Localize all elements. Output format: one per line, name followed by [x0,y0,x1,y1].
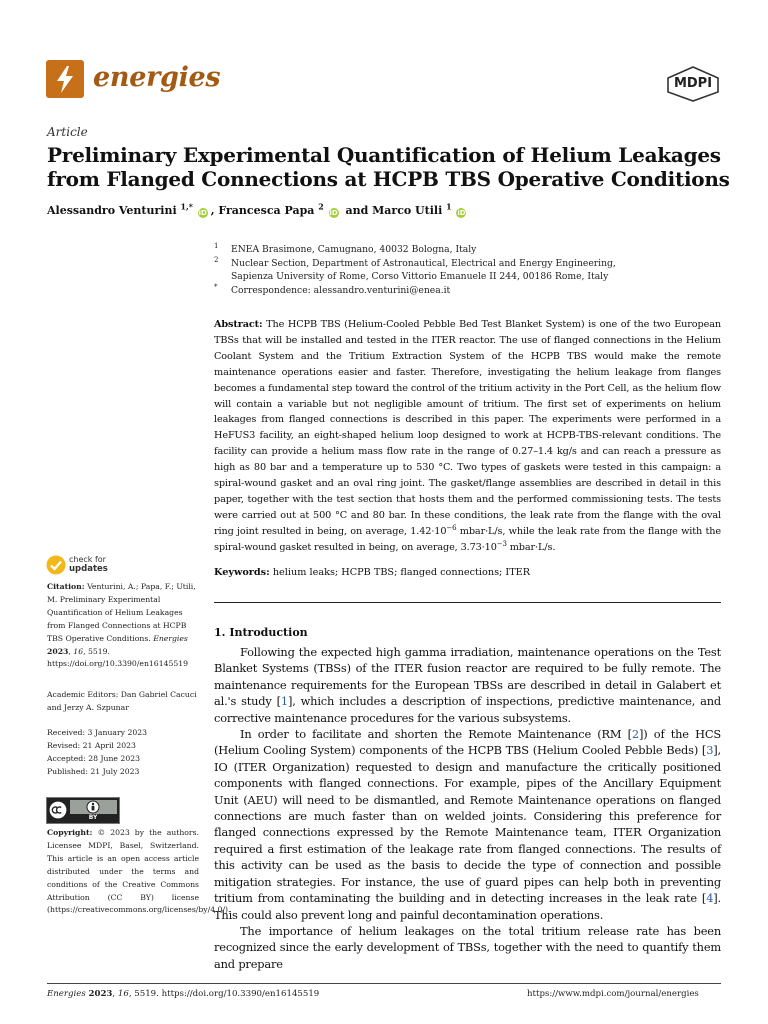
section-divider [214,602,721,603]
paragraph-text: ]) of the HCS (Helium Cooling System) components of the HCPB TBS (Helium Cooled Pebble Beds) [ [214,727,721,758]
article-type: Article [47,125,88,139]
reference-link[interactable]: 4 [706,891,714,906]
creative-commons-icon [47,798,119,823]
keywords-text: helium leaks; HCPB TBS; flanged connections; ITER [272,567,531,578]
keywords-label: Keywords: [214,567,270,578]
author-name[interactable]: Marco Utili [372,204,443,217]
journal-logo [46,60,84,98]
author-affiliation-mark: 1 [446,202,452,212]
paragraph-text: ], IO (ITER Organization) requested to design and manufacture the critically positioned components with flanged connections. For example, pipes of the Ancillary Equipment Unit (AEU) will need to be dismantled, and Remote Maintenance operations on flanged connections are much faster than on welded joints. Considering this preference for flanged connections expressed by the Remote Maintenance team, ITER Organization required a first estimation of the leakage rate from flanged connections. The results of this activity can be used as the basis to decide the type of connection and possible mitigation strategies. For instance, the use of guard pipes can help both in preventing tritium from contaminating the building and in detecting increases in the leak rate [ [214,743,721,906]
author-list: Alessandro Venturini $^{1,*}$ iD , Francesca Papa $^2$ iD and Marco Utili $^1$ iD [47,202,466,217]
keywords [214,567,721,578]
abstract: Abstract: The HCPB TBS (Helium-Cooled Pebble Bed Test Blanket System) is one of the two European TBSs that will be installed and tested in the ITER reactor. The use of flanged connections in the Helium Coolant System and the Tritium Extraction System of the HCPB TBS would make the remote maintenance operations easier and faster. Therefore, investigating the helium leakage from flanges becomes a fundamental step toward the control of the tritium activity in the Port Cell, as the helium flow will contain a variable but not negligible amount of tritium. The first set of experiments on helium leakages from flanged connections is described in this paper. The experiments were performed in a HeFUS3 facility, an eight-shaped helium loop designed to work at HCPB-TBS-relevant conditions. The facility can provide a helium mass flow rate in the range of 0.27–1.4 kg/s and can reach a pressure as high as 80 bar and a temperature up to 530 °C. Two types of gaskets were tested in this campaign: a spiral-wound gasket and an oval ring joint. The gasket/flange assemblies are described in detail in this paper, together with the test section that hosts them and the performed commissioning tests. The tests were carried out at 500 °C and 80 bar. In these conditions, the leak rate from the flange with the oval ring joint resulted in being, on average, $1.42\cdot 10^{-6}$ mbar·L/s, while the leak rate from the flange with the spiral-wound gasket resulted in being, on average, $3.73\cdot 10^{-3}$ mbar·L/s. [214,319,721,553]
publisher-name: MDPI [673,76,713,91]
paragraph-text: ], which includes a description of inspections, predictive maintenance, and corrective maintenance procedures for the various subsystems. [214,694,721,725]
check-for-updates-icon[interactable] [46,555,66,575]
affiliation-item: 1 ENEA Brasimone, Camugnano, 40032 Bologna, Italy [214,242,477,255]
reference-link[interactable]: 2 [631,727,639,742]
paragraph-text: In order to facilitate and shorten the Remote Maintenance (RM [ [240,727,632,742]
orcid-icon[interactable]: iD [457,209,466,217]
paragraph-text: Following the expected high gamma irradiation, maintenance operations on the Test Blanket Systems (TBSs) of the ITER fusion reactor are required to be fully remote. The maintenance requirements for the European TBSs are described in detail in Galabert et al.'s study [ [214,645,721,709]
body-paragraph [214,726,721,923]
author-name[interactable]: Francesca Papa [218,204,315,217]
affiliations [214,243,734,297]
paragraph-text: ]. This could also prevent long and painful decontamination operations. [214,891,721,922]
abstract-label: Abstract: [214,319,263,330]
correspondence: * Correspondence: alessandro.venturini@enea.it [214,282,451,296]
lightning-icon [46,60,84,98]
orcid-icon[interactable]: iD [329,209,338,217]
paragraph-text: The importance of helium leakages on the total tritium release rate has been recognized since the early development of TBSs, together with the need to quantify them and prepare [214,923,721,971]
academic-editors: Academic Editors: Dan Gabriel Cacuci and Jerzy A. Szpunar [47,690,197,712]
footer-journal-url[interactable]: https://www.mdpi.com/journal/energies [527,989,699,999]
body-paragraph [214,923,721,972]
body-paragraph [214,644,721,726]
publisher-logo[interactable] [666,66,720,102]
introduction-body [214,644,721,972]
author-name[interactable]: Alessandro Venturini [47,204,177,217]
journal-name[interactable]: energies [93,62,221,93]
cc-by-license-badge[interactable]: BY [46,797,120,824]
author-affiliation-mark: 2 [318,202,324,212]
section-heading: 1. Introduction [214,626,308,639]
footer-citation: Energies 2023, 16, 5519. https://doi.org/10.3390/en16145519 [47,989,320,999]
orcid-icon[interactable]: iD [198,209,207,217]
check-for-updates-label[interactable]: check for updates [69,555,108,574]
citation: Citation: Venturini, A.; Papa, F.; Utili, M. Preliminary Experimental Quantification of Helium Leakages from Flanged Connections at HCPB TBS Operative Conditions. Energies 2023, 16, 5519. https://doi.org/10.3390/en16145519 [47,582,196,669]
footer-divider [47,983,721,984]
reference-link[interactable]: 1 [280,694,288,709]
affiliation-item: 2 Nuclear Section, Department of Astronautical, Electrical and Energy Engineering, Sapienza University of Rome, Corso Vittorio Emanuele II 244, 00186 Rome, Italy [214,255,616,282]
copyright-notice: Copyright: © 2023 by the authors. Licensee MDPI, Basel, Switzerland. This article is an open access article distributed under the terms and conditions of the Creative Commons Attribution (CC BY) license (https://creativecommons.org/licenses/by/4.0/). [47,828,231,915]
reference-link[interactable]: 3 [706,743,714,758]
author-affiliation-mark: 1,* [180,202,193,212]
abstract-text: The HCPB TBS (Helium-Cooled Pebble Bed Test Blanket System) is one of the two European TBSs that will be installed and tested in the ITER reactor. The use of flanged connections in the Helium Coolant System and the Tritium Extraction System of the HCPB TBS would make the remote maintenance operations easier and faster. Therefore, investigating the helium leakage from flanges becomes a fundamental step toward the control of the tritium activity in the Port Cell, as the helium flow will contain a variable but not negligible amount of tritium. The first set of experiments on helium leakages from flanged connections is described in this paper. The experiments were performed in a HeFUS3 facility, an eight-shaped helium loop designed to work at HCPB-TBS-relevant conditions. The facility can provide a helium mass flow rate in the range of 0.27–1.4 kg/s and can reach a pressure as high as 80 bar and a temperature up to 530 °C. Two types of gaskets were tested in this campaign: a spiral-wound gasket and an oval ring joint. The gasket/flange assemblies are described in detail in this paper, together with the test section that hosts them and the performed commissioning tests. The tests were carried out at 500 °C and 80 bar. In these conditions, the leak rate from the flange with the oval ring joint resulted in being, on average, 1.42·10 [214,319,721,537]
article-title: Preliminary Experimental Quantification of Helium Leakages from Flanged Connections at HCPB TBS Operative Conditions [47,143,730,191]
publication-dates: Received: 3 January 2023 Revised: 21 April 2023 Accepted: 28 June 2023 Published: 21 July 2023 [47,728,148,776]
